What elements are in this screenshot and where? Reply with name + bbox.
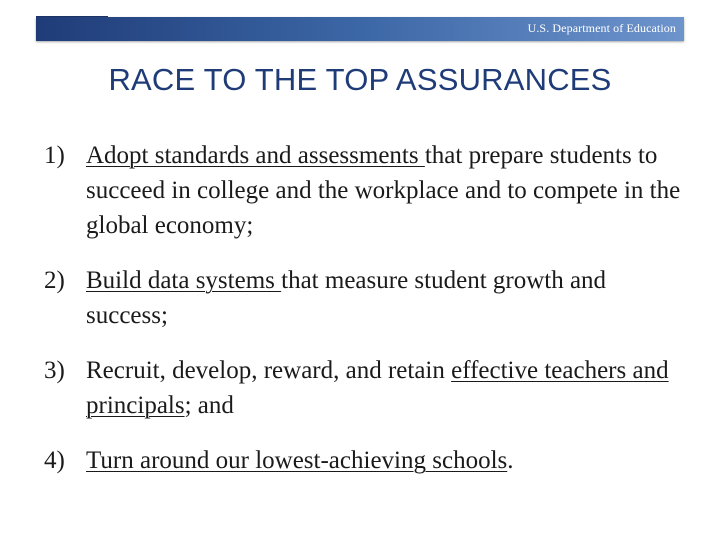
- slide-title: RACE TO THE TOP ASSURANCES: [108, 62, 612, 97]
- list-item: [44, 443, 684, 478]
- list-item: [44, 263, 684, 333]
- item-text: [86, 353, 684, 423]
- item-number: 4): [44, 447, 65, 474]
- item-lead-text: Recruit, develop, reward, and retain: [86, 357, 452, 384]
- list-item: [44, 353, 684, 423]
- item-rest-text: ; and: [184, 392, 234, 419]
- item-text: [86, 443, 684, 478]
- item-underlined-text: Turn around our lowest-achieving schools: [86, 447, 508, 474]
- list-item: [44, 138, 684, 243]
- item-underlined-text: effective teachers and principals: [86, 357, 669, 419]
- header-band: [36, 17, 684, 41]
- item-number: 2): [44, 267, 65, 294]
- item-rest-text: that prepare students to succeed in college and the workplace and to compete in the global economy;: [86, 142, 681, 239]
- item-number: 1): [44, 142, 65, 169]
- item-underlined-text: Adopt standards and assessments: [86, 142, 425, 169]
- assurances-list: [44, 138, 684, 498]
- department-label: U.S. Department of Education: [527, 21, 676, 35]
- item-rest-text: .: [507, 447, 514, 474]
- item-rest-text: that measure student growth and success;: [86, 267, 607, 329]
- item-number: 3): [44, 357, 65, 384]
- item-underlined-text: Build data systems: [86, 267, 282, 294]
- item-text: [86, 263, 684, 333]
- item-text: [86, 138, 684, 243]
